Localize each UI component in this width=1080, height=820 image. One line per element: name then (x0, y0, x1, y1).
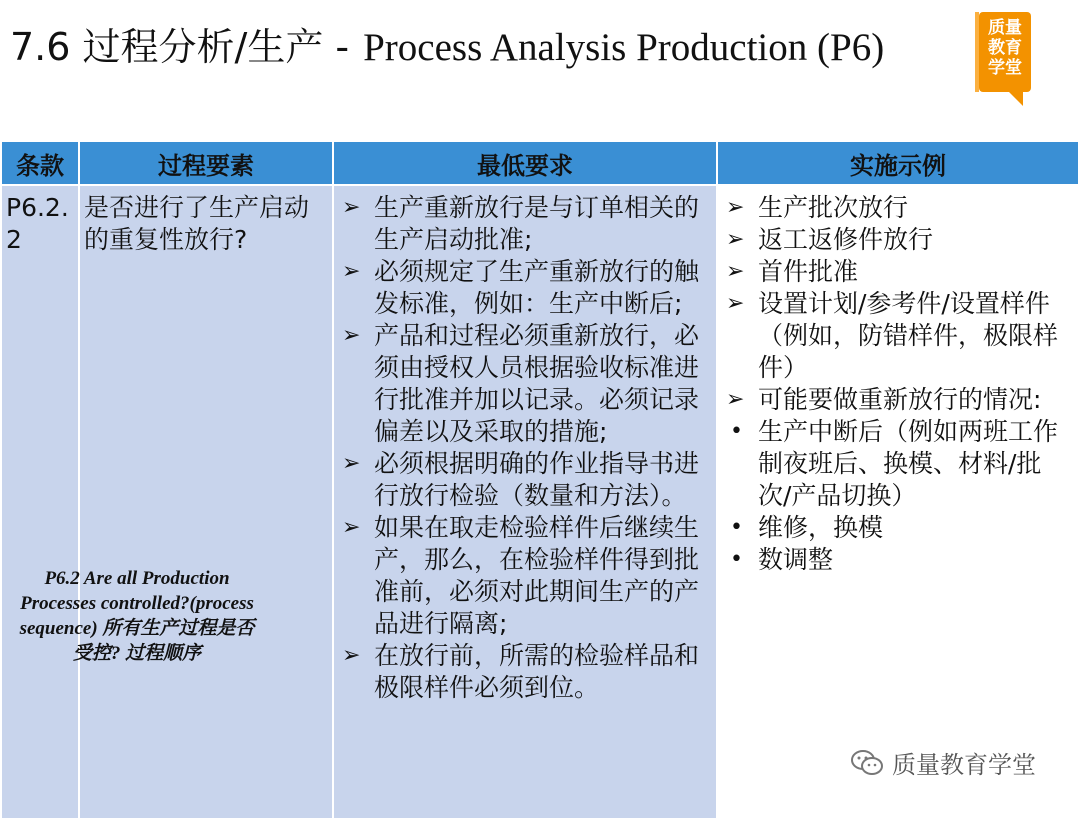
header-clause: 条款 (1, 141, 79, 185)
requirements-list (338, 192, 712, 704)
requirements-cell (333, 185, 717, 819)
example-item (722, 416, 1074, 512)
examples-list (722, 192, 1074, 576)
requirement-text: 必须规定了生产重新放行的触发标准，例如：生产中断后; (374, 257, 700, 318)
example-item (722, 224, 1074, 256)
example-text: 首件批准 (758, 257, 859, 286)
requirement-item (338, 448, 712, 512)
table-header-row (1, 141, 1079, 185)
example-item (722, 384, 1074, 416)
example-item (722, 544, 1074, 576)
clause-cell (1, 185, 79, 819)
header-requirements: 最低要求 (333, 141, 717, 185)
wechat-icon (850, 749, 884, 777)
example-text: 生产中断后（例如两班工作制夜班后、换模、材料/批次/产品切换） (758, 417, 1059, 510)
example-text: 数调整 (758, 545, 834, 574)
example-item (722, 192, 1074, 224)
dot-bullet-icon: • (730, 419, 743, 444)
requirement-text: 产品和过程必须重新放行，必须由授权人员根据验收标准进行批准并加以记录。必须记录偏差以及采取的措施; (374, 321, 700, 446)
requirement-item (338, 320, 712, 448)
requirement-text: 生产重新放行是与订单相关的生产启动批准; (374, 193, 700, 254)
dot-bullet-icon: • (730, 515, 743, 540)
requirement-item (338, 512, 712, 640)
example-item (722, 512, 1074, 544)
requirement-text: 必须根据明确的作业指导书进行放行检验（数量和方法）。 (374, 449, 700, 510)
example-text: 设置计划/参考件/设置样件（例如，防错样件，极限样件） (758, 289, 1059, 382)
arrow-bullet-icon: ➢ (726, 195, 745, 220)
clause-number: P6.2.2 (6, 193, 69, 254)
example-item (722, 288, 1074, 384)
dot-bullet-icon: • (730, 547, 743, 572)
requirement-item (338, 256, 712, 320)
logo-text: 质量 教育 学堂 (979, 12, 1031, 92)
title-cn: 7.6 过程分析/生产 - (10, 25, 350, 69)
example-text: 生产批次放行 (758, 193, 909, 222)
arrow-bullet-icon: ➢ (342, 515, 361, 540)
requirement-item (338, 192, 712, 256)
example-text: 返工返修件放行 (758, 225, 934, 254)
wechat-label: 质量教育学堂 (892, 751, 1036, 779)
title-en: Process Analysis Production (P6) (363, 26, 885, 69)
slide-title (10, 16, 884, 80)
arrow-bullet-icon: ➢ (726, 259, 745, 284)
requirement-text: 如果在取走检验样件后继续生产，那么，在检验样件得到批准前，必须对此期间生产的产品进行隔离; (374, 513, 700, 638)
example-text: 维修，换模 (758, 513, 884, 542)
arrow-bullet-icon: ➢ (726, 291, 745, 316)
arrow-bullet-icon: ➢ (726, 387, 745, 412)
example-text: 可能要做重新放行的情况: (758, 385, 1042, 414)
process-element: 是否进行了生产启动的重复性放行? (84, 193, 310, 254)
arrow-bullet-icon: ➢ (342, 451, 361, 476)
requirement-item (338, 640, 712, 704)
arrow-bullet-icon: ➢ (726, 227, 745, 252)
header-element: 过程要素 (79, 141, 333, 185)
arrow-bullet-icon: ➢ (342, 323, 361, 348)
table-row (1, 185, 1079, 819)
requirement-text: 在放行前，所需的检验样品和极限样件必须到位。 (374, 641, 700, 702)
examples-cell (717, 185, 1079, 819)
brand-logo (975, 12, 1055, 108)
element-cell (79, 185, 333, 819)
requirements-table (0, 140, 1080, 820)
arrow-bullet-icon: ➢ (342, 643, 361, 668)
wechat-footer (850, 745, 1036, 780)
example-item (722, 256, 1074, 288)
english-note: P6.2 Are all Production Processes controlled?(process sequence) 所有生产过程是否受控? 过程顺序 (19, 568, 255, 664)
arrow-bullet-icon: ➢ (342, 195, 361, 220)
header-examples: 实施示例 (717, 141, 1079, 185)
arrow-bullet-icon: ➢ (342, 259, 361, 284)
